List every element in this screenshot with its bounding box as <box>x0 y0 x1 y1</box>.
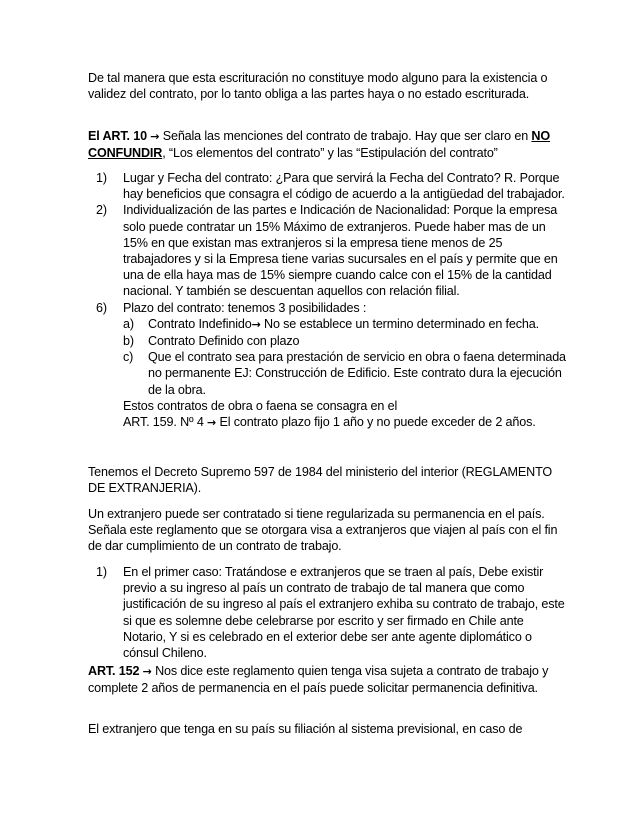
list-item <box>96 170 566 202</box>
arrow-icon: → <box>207 416 217 430</box>
art-10-text-2: , “Los elementos del contrato” y las “Estipulación del contrato” <box>162 146 498 161</box>
list-item-number: 6) <box>96 300 107 315</box>
paragraph-art-152 <box>88 663 558 696</box>
sublist-item-letter: c) <box>123 350 134 365</box>
contract-mentions-list <box>96 170 566 431</box>
obra-faena-note <box>123 398 566 431</box>
arrow-icon: → <box>142 665 152 678</box>
list-item-text: Plazo del contrato: tenemos 3 posibilidades : <box>123 300 367 315</box>
paragraph-art-10 <box>88 128 558 161</box>
sublist-item-letter: a) <box>123 316 134 331</box>
list-item-text: Individualización de las partes e Indicación de Nacionalidad: Porque la empresa solo puede contratar un 15% Máximo de extranjeros. Puede haber mas de un 15% en que existan mas extranjeros si la empresa tiene menos de 25 trabajadores y si la Empresa tiene varias sucursales en el país y permite que en una de ella haya mas de 15% siempre cuando calce con el 15% de la cantidad nacional. Y también se descuentan aquellos con relación filial. <box>123 203 558 299</box>
list-item <box>96 564 566 661</box>
art-152-label: ART. 152 <box>88 664 140 678</box>
art-10-text-1: Señala las menciones del contrato de trabajo. Hay que ser claro en <box>159 129 532 143</box>
list-item-text: Lugar y Fecha del contrato: ¿Para que servirá la Fecha del Contrato? R. Porque hay beneficios que consagra el código de acuerdo a la antigüedad del trabajador. <box>123 171 565 202</box>
list-item-number: 1) <box>96 171 107 185</box>
note-art-159: ART. 159. Nº 4 <box>123 415 208 430</box>
sublist <box>123 316 566 398</box>
no-confundir-emphasis: NO CONFUNDIR <box>88 129 551 161</box>
list-item-text: En el primer caso: Tratándose e extranjeros que se traen al país, Debe existir previo a su ingreso al país un contrato de trabajo de tal manera que como justificación de su ingreso al país el extranjero exhiba su contrato de trabajo, este si que es solemne debe celebrarse por escrito y ser firmado en Chile ante Notario, Y si es celebrado en el exterior debe ser ante agente diplomático o cónsul Chileno. <box>123 565 565 661</box>
cases-list <box>96 564 566 661</box>
paragraph-escrituracion: De tal manera que esta escrituración no constituye modo alguno para la existencia o validez del contrato, por lo tanto obliga a las partes haya o no estado escriturada. <box>88 71 548 102</box>
art-10-label: El ART. 10 <box>88 129 147 143</box>
sublist-item-letter: b) <box>123 334 134 349</box>
sublist-item <box>123 333 566 349</box>
art-152-text: Nos dice este reglamento quien tenga visa sujeta a contrato de trabajo y complete 2 años de permanencia en el país puede solicitar permanencia definitiva. <box>88 664 549 696</box>
paragraph-extranjero-contratado: Un extranjero puede ser contratado si tiene regularizada su permanencia en el país. Señala este reglamento que se otorgara visa a extranjeros que viajen al país con el fin de dar cumplimiento de un contrato de trabajo. <box>88 507 558 554</box>
list-item <box>96 300 566 432</box>
sublist-item-text-after: No se establece un termino determinado en fecha. <box>260 316 539 331</box>
list-item-number: 1) <box>96 565 107 579</box>
list-item <box>96 202 566 299</box>
note-text: El contrato plazo fijo 1 año y no puede exceder de 2 años. <box>216 415 536 430</box>
sublist-item <box>123 349 566 398</box>
paragraph-decreto-supremo: Tenemos el Decreto Supremo 597 de 1984 del ministerio del interior (REGLAMENTO DE EXTRANJERIA). <box>88 465 553 496</box>
arrow-icon: → <box>150 130 160 143</box>
sublist-item-text: Que el contrato sea para prestación de servicio en obra o faena determinada no permanente EJ: Construcción de Edificio. Este contrato dura la ejecución de la obra. <box>148 350 566 397</box>
paragraph-sistema-previsional: El extranjero que tenga en su país su filiación al sistema previsional, en caso de <box>88 722 523 736</box>
sublist-item-text: Contrato Definido con plazo <box>148 334 300 349</box>
sublist-item-text: Contrato Indefinido <box>148 316 252 331</box>
sublist-item <box>123 316 566 333</box>
note-line-1: Estos contratos de obra o faena se consagra en el <box>123 398 398 413</box>
list-item-number: 2) <box>96 203 107 218</box>
arrow-icon: → <box>251 317 261 331</box>
